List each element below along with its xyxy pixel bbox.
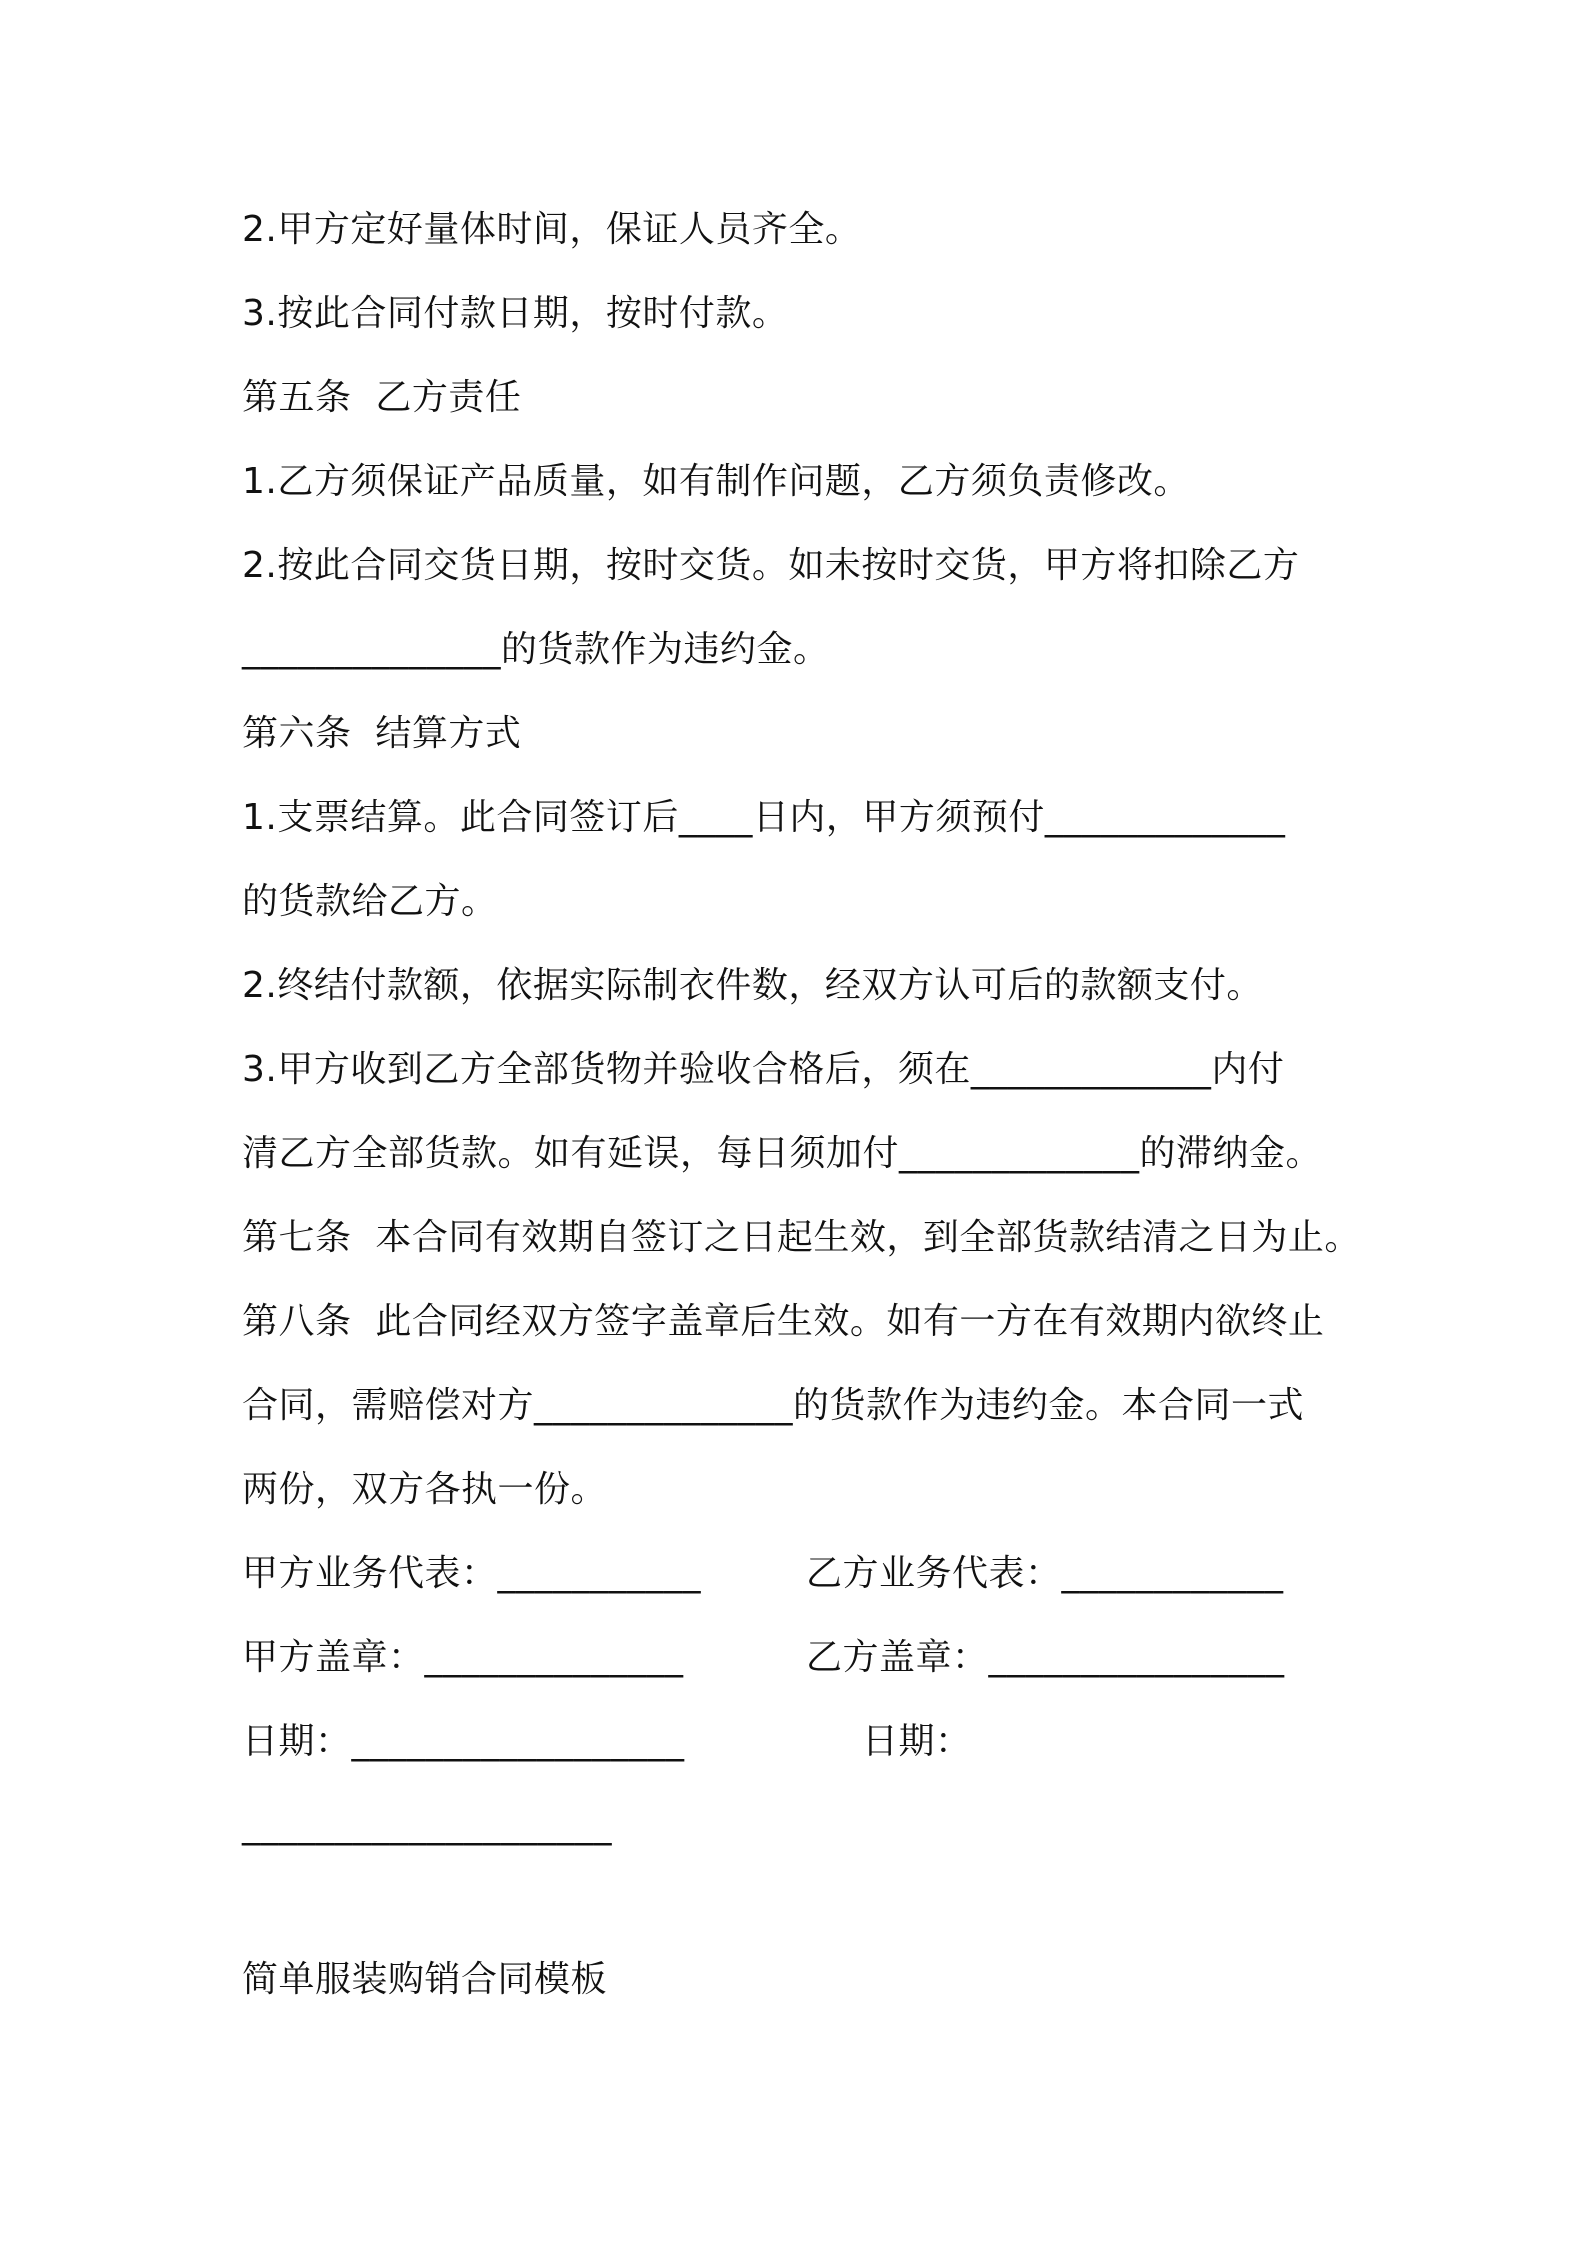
section-heading: 第六条 结算方式 [242,713,522,754]
clause-line: 第八条 此合同经双方签字盖章后生效。如有一方在有效期内欲终止 [242,1301,1325,1342]
next-document-title: 简单服装购销合同模板 [242,1959,608,2000]
section-heading: 第五条 乙方责任 [242,377,522,418]
clause-line: 2.甲方定好量体时间，保证人员齐全。 [242,209,862,250]
party-b-date: 日期： [862,1721,972,1762]
clause-line: ______________的货款作为违约金。 [242,629,830,670]
party-b-date-line: ____________________ [242,1805,612,1846]
party-b-seal: 乙方盖章：________________ [806,1637,1285,1678]
clause-line: 第七条 本合同有效期自签订之日起生效，到全部货款结清之日为止。 [242,1217,1361,1258]
clause-line: 3.按此合同付款日期，按时付款。 [242,293,789,334]
clause-line: 3.甲方收到乙方全部货物并验收合格后，须在_____________内付 [242,1049,1285,1090]
party-b-rep: 乙方业务代表：____________ [806,1553,1284,1594]
party-a-seal: 甲方盖章：______________ [242,1637,684,1678]
clause-line: 2.终结付款额，依据实际制衣件数，经双方认可后的款额支付。 [242,965,1263,1006]
clause-line: 1.支票结算。此合同签订后____日内，甲方须预付_____________ [242,797,1286,838]
clause-line: 两份，双方各执一份。 [242,1469,608,1510]
clause-line: 1.乙方须保证产品质量，如有制作问题，乙方须负责修改。 [242,461,1190,502]
clause-line: 清乙方全部货款。如有延误，每日须加付_____________的滞纳金。 [242,1133,1323,1174]
clause-line: 2.按此合同交货日期，按时交货。如未按时交货，甲方将扣除乙方 [242,545,1300,586]
party-a-rep: 甲方业务代表：___________ [242,1553,702,1594]
clause-line: 合同，需赔偿对方______________的货款作为违约金。本合同一式 [242,1385,1305,1426]
clause-line: 的货款给乙方。 [242,881,498,922]
party-a-date: 日期：__________________ [242,1721,685,1762]
